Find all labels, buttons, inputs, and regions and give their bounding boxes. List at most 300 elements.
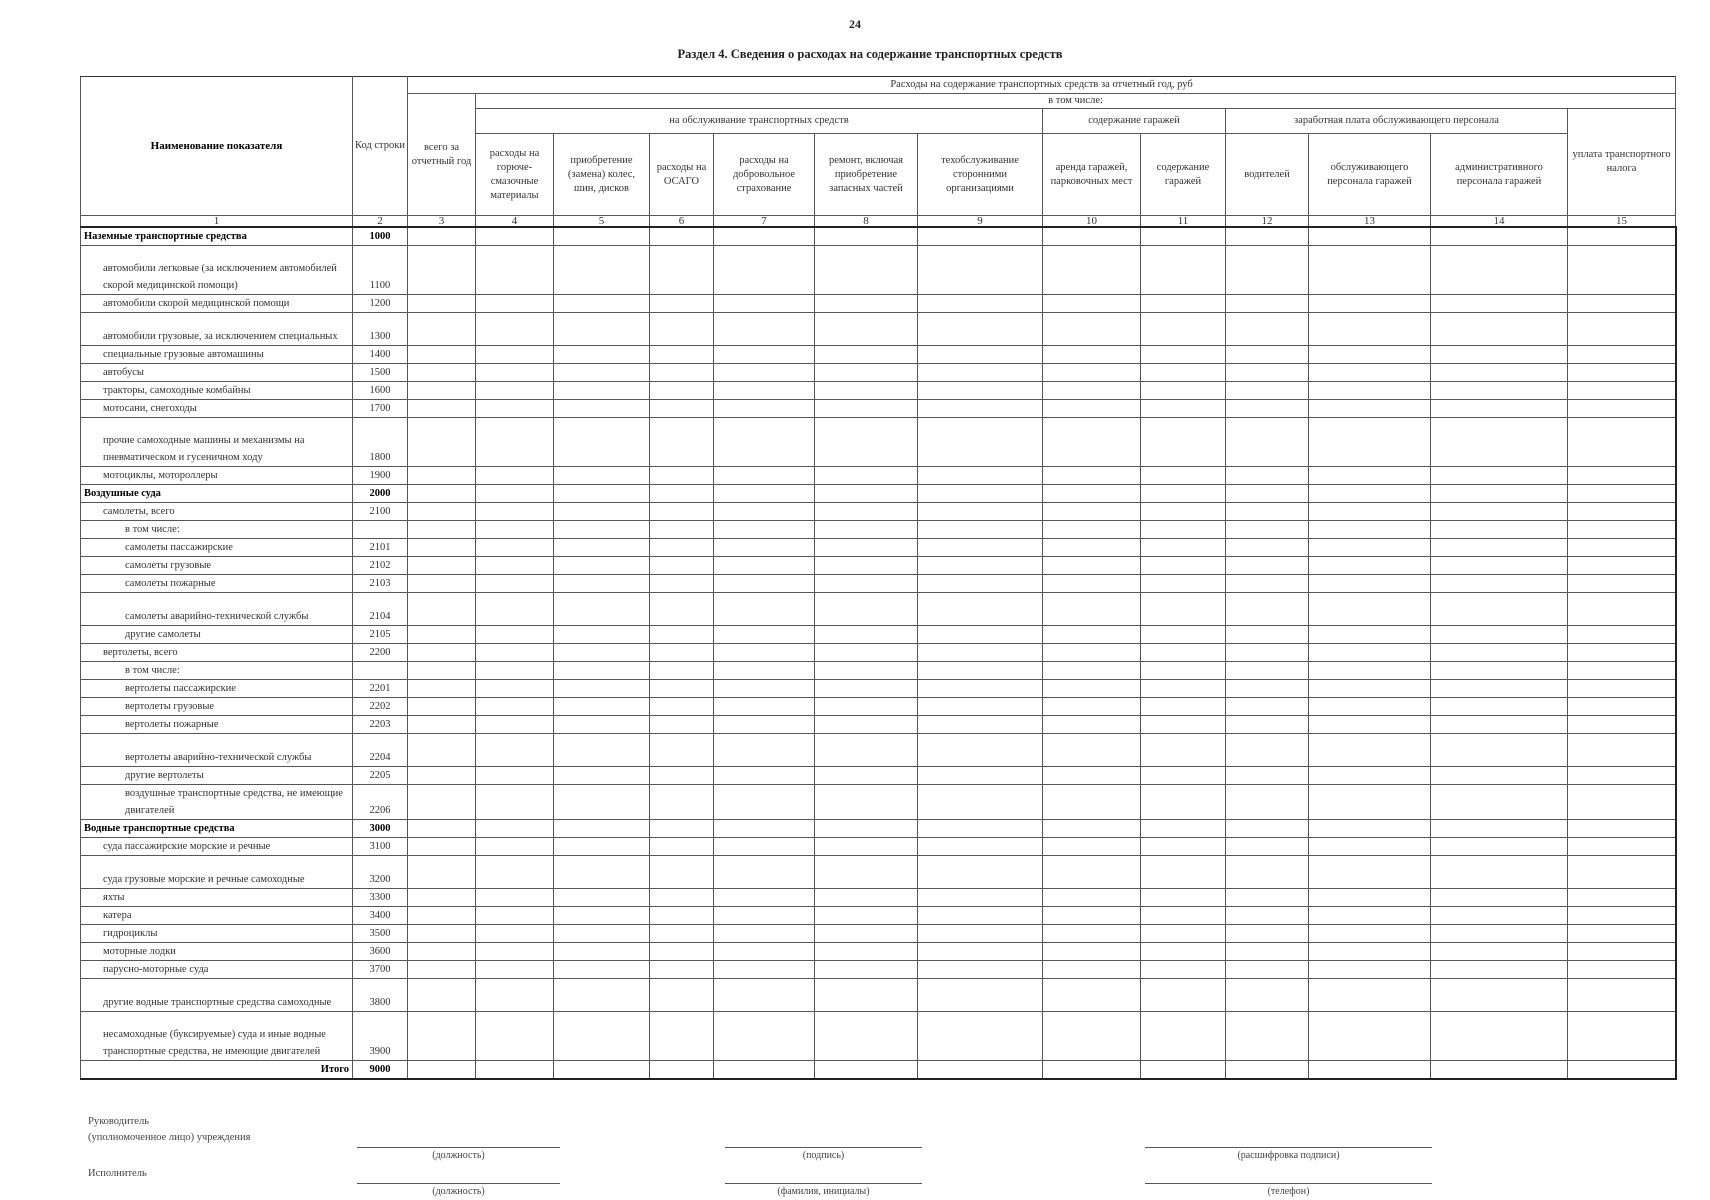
value-cell[interactable] xyxy=(650,820,714,838)
value-cell[interactable] xyxy=(918,1012,1043,1061)
value-cell[interactable] xyxy=(1141,246,1226,295)
value-cell[interactable] xyxy=(554,485,650,503)
value-cell[interactable] xyxy=(476,467,554,485)
value-cell[interactable] xyxy=(650,313,714,346)
value-cell[interactable] xyxy=(650,1012,714,1061)
value-cell[interactable] xyxy=(918,364,1043,382)
value-cell[interactable] xyxy=(1431,246,1568,295)
value-cell[interactable] xyxy=(815,418,918,467)
value-cell[interactable] xyxy=(554,925,650,943)
value-cell[interactable] xyxy=(1226,698,1309,716)
value-cell[interactable] xyxy=(1043,467,1141,485)
value-cell[interactable] xyxy=(1431,734,1568,767)
value-cell[interactable] xyxy=(1568,557,1676,575)
value-cell[interactable] xyxy=(476,785,554,820)
value-cell[interactable] xyxy=(1309,662,1431,680)
value-cell[interactable] xyxy=(650,227,714,246)
value-cell[interactable] xyxy=(1226,346,1309,364)
value-cell[interactable] xyxy=(1431,889,1568,907)
value-cell[interactable] xyxy=(1226,503,1309,521)
value-cell[interactable] xyxy=(554,785,650,820)
value-cell[interactable] xyxy=(408,246,476,295)
value-cell[interactable] xyxy=(650,539,714,557)
value-cell[interactable] xyxy=(1568,346,1676,364)
value-cell[interactable] xyxy=(1043,539,1141,557)
value-cell[interactable] xyxy=(1043,593,1141,626)
value-cell[interactable] xyxy=(1309,838,1431,856)
value-cell[interactable] xyxy=(1043,418,1141,467)
value-cell[interactable] xyxy=(918,907,1043,925)
value-cell[interactable] xyxy=(714,418,815,467)
value-cell[interactable] xyxy=(815,246,918,295)
value-cell[interactable] xyxy=(918,1061,1043,1080)
value-cell[interactable] xyxy=(1431,346,1568,364)
value-cell[interactable] xyxy=(1431,382,1568,400)
value-cell[interactable] xyxy=(408,734,476,767)
value-cell[interactable] xyxy=(408,961,476,979)
value-cell[interactable] xyxy=(554,346,650,364)
value-cell[interactable] xyxy=(1226,644,1309,662)
value-cell[interactable] xyxy=(714,521,815,539)
value-cell[interactable] xyxy=(476,400,554,418)
value-cell[interactable] xyxy=(714,227,815,246)
value-cell[interactable] xyxy=(1141,346,1226,364)
value-cell[interactable] xyxy=(1568,716,1676,734)
value-cell[interactable] xyxy=(408,820,476,838)
value-cell[interactable] xyxy=(1568,400,1676,418)
value-cell[interactable] xyxy=(1431,820,1568,838)
value-cell[interactable] xyxy=(1043,820,1141,838)
value-cell[interactable] xyxy=(408,227,476,246)
value-cell[interactable] xyxy=(1141,662,1226,680)
value-cell[interactable] xyxy=(1568,925,1676,943)
value-cell[interactable] xyxy=(918,313,1043,346)
value-cell[interactable] xyxy=(1309,246,1431,295)
value-cell[interactable] xyxy=(1568,521,1676,539)
value-cell[interactable] xyxy=(1141,295,1226,313)
value-cell[interactable] xyxy=(815,907,918,925)
value-cell[interactable] xyxy=(1043,1012,1141,1061)
value-cell[interactable] xyxy=(476,593,554,626)
value-cell[interactable] xyxy=(714,246,815,295)
value-cell[interactable] xyxy=(554,295,650,313)
value-cell[interactable] xyxy=(714,785,815,820)
value-cell[interactable] xyxy=(918,593,1043,626)
value-cell[interactable] xyxy=(1141,698,1226,716)
value-cell[interactable] xyxy=(1043,838,1141,856)
value-cell[interactable] xyxy=(554,767,650,785)
value-cell[interactable] xyxy=(554,1012,650,1061)
value-cell[interactable] xyxy=(1431,557,1568,575)
value-cell[interactable] xyxy=(714,644,815,662)
value-cell[interactable] xyxy=(408,680,476,698)
value-cell[interactable] xyxy=(1043,943,1141,961)
value-cell[interactable] xyxy=(554,662,650,680)
value-cell[interactable] xyxy=(650,716,714,734)
value-cell[interactable] xyxy=(714,925,815,943)
value-cell[interactable] xyxy=(554,889,650,907)
value-cell[interactable] xyxy=(408,382,476,400)
value-cell[interactable] xyxy=(1141,785,1226,820)
value-cell[interactable] xyxy=(408,626,476,644)
value-cell[interactable] xyxy=(650,680,714,698)
value-cell[interactable] xyxy=(476,644,554,662)
value-cell[interactable] xyxy=(1431,575,1568,593)
value-cell[interactable] xyxy=(714,626,815,644)
value-cell[interactable] xyxy=(1309,680,1431,698)
value-cell[interactable] xyxy=(1431,979,1568,1012)
value-cell[interactable] xyxy=(1431,767,1568,785)
value-cell[interactable] xyxy=(1043,364,1141,382)
value-cell[interactable] xyxy=(1141,820,1226,838)
value-cell[interactable] xyxy=(1226,907,1309,925)
value-cell[interactable] xyxy=(554,943,650,961)
value-cell[interactable] xyxy=(1141,838,1226,856)
value-cell[interactable] xyxy=(815,856,918,889)
value-cell[interactable] xyxy=(815,227,918,246)
value-cell[interactable] xyxy=(815,838,918,856)
value-cell[interactable] xyxy=(650,1061,714,1080)
value-cell[interactable] xyxy=(650,856,714,889)
value-cell[interactable] xyxy=(815,346,918,364)
value-cell[interactable] xyxy=(918,662,1043,680)
value-cell[interactable] xyxy=(1568,539,1676,557)
value-cell[interactable] xyxy=(1226,418,1309,467)
value-cell[interactable] xyxy=(1309,943,1431,961)
value-cell[interactable] xyxy=(1431,485,1568,503)
value-cell[interactable] xyxy=(918,557,1043,575)
value-cell[interactable] xyxy=(554,382,650,400)
value-cell[interactable] xyxy=(1226,889,1309,907)
value-cell[interactable] xyxy=(1226,521,1309,539)
value-cell[interactable] xyxy=(1141,503,1226,521)
value-cell[interactable] xyxy=(1568,246,1676,295)
value-cell[interactable] xyxy=(476,246,554,295)
value-cell[interactable] xyxy=(476,856,554,889)
value-cell[interactable] xyxy=(1141,734,1226,767)
value-cell[interactable] xyxy=(815,889,918,907)
value-cell[interactable] xyxy=(1043,382,1141,400)
value-cell[interactable] xyxy=(918,979,1043,1012)
value-cell[interactable] xyxy=(1141,557,1226,575)
value-cell[interactable] xyxy=(408,907,476,925)
value-cell[interactable] xyxy=(650,767,714,785)
value-cell[interactable] xyxy=(1568,820,1676,838)
value-cell[interactable] xyxy=(1043,503,1141,521)
value-cell[interactable] xyxy=(1226,295,1309,313)
value-cell[interactable] xyxy=(1568,698,1676,716)
value-cell[interactable] xyxy=(1309,925,1431,943)
value-cell[interactable] xyxy=(714,364,815,382)
value-cell[interactable] xyxy=(650,979,714,1012)
value-cell[interactable] xyxy=(650,575,714,593)
value-cell[interactable] xyxy=(1309,485,1431,503)
value-cell[interactable] xyxy=(1431,785,1568,820)
value-cell[interactable] xyxy=(554,400,650,418)
value-cell[interactable] xyxy=(1226,575,1309,593)
value-cell[interactable] xyxy=(476,539,554,557)
value-cell[interactable] xyxy=(408,467,476,485)
value-cell[interactable] xyxy=(650,346,714,364)
value-cell[interactable] xyxy=(1226,313,1309,346)
value-cell[interactable] xyxy=(714,820,815,838)
value-cell[interactable] xyxy=(650,644,714,662)
value-cell[interactable] xyxy=(815,662,918,680)
value-cell[interactable] xyxy=(714,400,815,418)
value-cell[interactable] xyxy=(1568,767,1676,785)
value-cell[interactable] xyxy=(476,521,554,539)
value-cell[interactable] xyxy=(918,838,1043,856)
value-cell[interactable] xyxy=(408,889,476,907)
value-cell[interactable] xyxy=(1309,521,1431,539)
value-cell[interactable] xyxy=(815,557,918,575)
value-cell[interactable] xyxy=(650,418,714,467)
value-cell[interactable] xyxy=(650,382,714,400)
value-cell[interactable] xyxy=(554,626,650,644)
value-cell[interactable] xyxy=(714,680,815,698)
value-cell[interactable] xyxy=(1309,907,1431,925)
value-cell[interactable] xyxy=(1309,575,1431,593)
value-cell[interactable] xyxy=(476,680,554,698)
value-cell[interactable] xyxy=(815,539,918,557)
value-cell[interactable] xyxy=(815,593,918,626)
value-cell[interactable] xyxy=(918,418,1043,467)
value-cell[interactable] xyxy=(815,644,918,662)
value-cell[interactable] xyxy=(1226,364,1309,382)
value-cell[interactable] xyxy=(714,889,815,907)
value-cell[interactable] xyxy=(1309,1012,1431,1061)
value-cell[interactable] xyxy=(408,539,476,557)
value-cell[interactable] xyxy=(1043,313,1141,346)
value-cell[interactable] xyxy=(1226,662,1309,680)
value-cell[interactable] xyxy=(815,716,918,734)
value-cell[interactable] xyxy=(714,767,815,785)
value-cell[interactable] xyxy=(1431,364,1568,382)
value-cell[interactable] xyxy=(650,557,714,575)
value-cell[interactable] xyxy=(476,557,554,575)
value-cell[interactable] xyxy=(714,961,815,979)
value-cell[interactable] xyxy=(1568,382,1676,400)
value-cell[interactable] xyxy=(1043,626,1141,644)
value-cell[interactable] xyxy=(1309,820,1431,838)
value-cell[interactable] xyxy=(476,820,554,838)
value-cell[interactable] xyxy=(1568,1061,1676,1080)
value-cell[interactable] xyxy=(815,364,918,382)
value-cell[interactable] xyxy=(1043,575,1141,593)
value-cell[interactable] xyxy=(408,856,476,889)
value-cell[interactable] xyxy=(408,503,476,521)
value-cell[interactable] xyxy=(918,575,1043,593)
value-cell[interactable] xyxy=(476,503,554,521)
value-cell[interactable] xyxy=(1309,979,1431,1012)
value-cell[interactable] xyxy=(554,364,650,382)
value-cell[interactable] xyxy=(815,961,918,979)
value-cell[interactable] xyxy=(714,593,815,626)
value-cell[interactable] xyxy=(650,626,714,644)
value-cell[interactable] xyxy=(1431,856,1568,889)
value-cell[interactable] xyxy=(1043,485,1141,503)
value-cell[interactable] xyxy=(476,227,554,246)
value-cell[interactable] xyxy=(815,503,918,521)
value-cell[interactable] xyxy=(1043,521,1141,539)
value-cell[interactable] xyxy=(1226,227,1309,246)
value-cell[interactable] xyxy=(1568,961,1676,979)
value-cell[interactable] xyxy=(650,838,714,856)
value-cell[interactable] xyxy=(1431,227,1568,246)
value-cell[interactable] xyxy=(1141,593,1226,626)
value-cell[interactable] xyxy=(476,575,554,593)
value-cell[interactable] xyxy=(1431,467,1568,485)
value-cell[interactable] xyxy=(1141,485,1226,503)
value-cell[interactable] xyxy=(1568,943,1676,961)
value-cell[interactable] xyxy=(1141,418,1226,467)
value-cell[interactable] xyxy=(408,557,476,575)
value-cell[interactable] xyxy=(476,907,554,925)
value-cell[interactable] xyxy=(1141,644,1226,662)
value-cell[interactable] xyxy=(650,907,714,925)
value-cell[interactable] xyxy=(1043,227,1141,246)
value-cell[interactable] xyxy=(1043,716,1141,734)
value-cell[interactable] xyxy=(554,593,650,626)
value-cell[interactable] xyxy=(1226,785,1309,820)
value-cell[interactable] xyxy=(1309,418,1431,467)
value-cell[interactable] xyxy=(918,400,1043,418)
value-cell[interactable] xyxy=(650,734,714,767)
value-cell[interactable] xyxy=(714,485,815,503)
value-cell[interactable] xyxy=(1043,767,1141,785)
value-cell[interactable] xyxy=(815,400,918,418)
value-cell[interactable] xyxy=(476,364,554,382)
value-cell[interactable] xyxy=(1226,539,1309,557)
value-cell[interactable] xyxy=(1141,1061,1226,1080)
value-cell[interactable] xyxy=(1226,626,1309,644)
value-cell[interactable] xyxy=(1226,856,1309,889)
value-cell[interactable] xyxy=(554,246,650,295)
value-cell[interactable] xyxy=(1141,521,1226,539)
value-cell[interactable] xyxy=(650,485,714,503)
value-cell[interactable] xyxy=(1141,227,1226,246)
value-cell[interactable] xyxy=(1431,1061,1568,1080)
value-cell[interactable] xyxy=(1309,716,1431,734)
value-cell[interactable] xyxy=(918,734,1043,767)
value-cell[interactable] xyxy=(1431,295,1568,313)
value-cell[interactable] xyxy=(1141,889,1226,907)
value-cell[interactable] xyxy=(1568,644,1676,662)
value-cell[interactable] xyxy=(1141,467,1226,485)
value-cell[interactable] xyxy=(1568,979,1676,1012)
value-cell[interactable] xyxy=(1226,382,1309,400)
value-cell[interactable] xyxy=(1568,485,1676,503)
value-cell[interactable] xyxy=(476,767,554,785)
value-cell[interactable] xyxy=(1568,1012,1676,1061)
value-cell[interactable] xyxy=(1431,662,1568,680)
value-cell[interactable] xyxy=(1226,767,1309,785)
value-cell[interactable] xyxy=(1226,400,1309,418)
value-cell[interactable] xyxy=(714,575,815,593)
value-cell[interactable] xyxy=(1141,979,1226,1012)
value-cell[interactable] xyxy=(554,575,650,593)
value-cell[interactable] xyxy=(1226,1061,1309,1080)
value-cell[interactable] xyxy=(1226,593,1309,626)
value-cell[interactable] xyxy=(918,626,1043,644)
value-cell[interactable] xyxy=(1309,1061,1431,1080)
value-cell[interactable] xyxy=(1226,467,1309,485)
value-cell[interactable] xyxy=(1568,364,1676,382)
value-cell[interactable] xyxy=(554,680,650,698)
value-cell[interactable] xyxy=(1431,961,1568,979)
value-cell[interactable] xyxy=(1431,593,1568,626)
value-cell[interactable] xyxy=(1431,680,1568,698)
value-cell[interactable] xyxy=(554,734,650,767)
value-cell[interactable] xyxy=(408,1012,476,1061)
value-cell[interactable] xyxy=(408,644,476,662)
value-cell[interactable] xyxy=(1431,521,1568,539)
value-cell[interactable] xyxy=(714,856,815,889)
value-cell[interactable] xyxy=(1141,943,1226,961)
value-cell[interactable] xyxy=(1043,346,1141,364)
value-cell[interactable] xyxy=(1431,400,1568,418)
value-cell[interactable] xyxy=(1043,246,1141,295)
value-cell[interactable] xyxy=(554,227,650,246)
value-cell[interactable] xyxy=(650,295,714,313)
value-cell[interactable] xyxy=(476,943,554,961)
value-cell[interactable] xyxy=(1309,313,1431,346)
value-cell[interactable] xyxy=(650,593,714,626)
value-cell[interactable] xyxy=(1309,557,1431,575)
value-cell[interactable] xyxy=(1141,1012,1226,1061)
value-cell[interactable] xyxy=(1226,820,1309,838)
value-cell[interactable] xyxy=(714,346,815,364)
value-cell[interactable] xyxy=(1043,925,1141,943)
value-cell[interactable] xyxy=(1431,418,1568,467)
value-cell[interactable] xyxy=(918,644,1043,662)
value-cell[interactable] xyxy=(714,382,815,400)
value-cell[interactable] xyxy=(408,418,476,467)
value-cell[interactable] xyxy=(1431,698,1568,716)
value-cell[interactable] xyxy=(1309,295,1431,313)
value-cell[interactable] xyxy=(408,364,476,382)
value-cell[interactable] xyxy=(1309,467,1431,485)
value-cell[interactable] xyxy=(918,961,1043,979)
value-cell[interactable] xyxy=(714,503,815,521)
value-cell[interactable] xyxy=(1309,346,1431,364)
value-cell[interactable] xyxy=(408,767,476,785)
value-cell[interactable] xyxy=(1043,295,1141,313)
value-cell[interactable] xyxy=(1309,503,1431,521)
value-cell[interactable] xyxy=(815,1012,918,1061)
value-cell[interactable] xyxy=(1568,662,1676,680)
value-cell[interactable] xyxy=(554,418,650,467)
value-cell[interactable] xyxy=(815,467,918,485)
value-cell[interactable] xyxy=(1043,979,1141,1012)
value-cell[interactable] xyxy=(1141,856,1226,889)
value-cell[interactable] xyxy=(1568,227,1676,246)
value-cell[interactable] xyxy=(476,979,554,1012)
value-cell[interactable] xyxy=(476,382,554,400)
value-cell[interactable] xyxy=(554,557,650,575)
value-cell[interactable] xyxy=(1043,698,1141,716)
value-cell[interactable] xyxy=(815,1061,918,1080)
value-cell[interactable] xyxy=(1043,907,1141,925)
value-cell[interactable] xyxy=(714,838,815,856)
value-cell[interactable] xyxy=(408,785,476,820)
value-cell[interactable] xyxy=(1309,626,1431,644)
value-cell[interactable] xyxy=(1226,1012,1309,1061)
value-cell[interactable] xyxy=(1043,785,1141,820)
value-cell[interactable] xyxy=(815,698,918,716)
value-cell[interactable] xyxy=(1431,626,1568,644)
value-cell[interactable] xyxy=(714,557,815,575)
